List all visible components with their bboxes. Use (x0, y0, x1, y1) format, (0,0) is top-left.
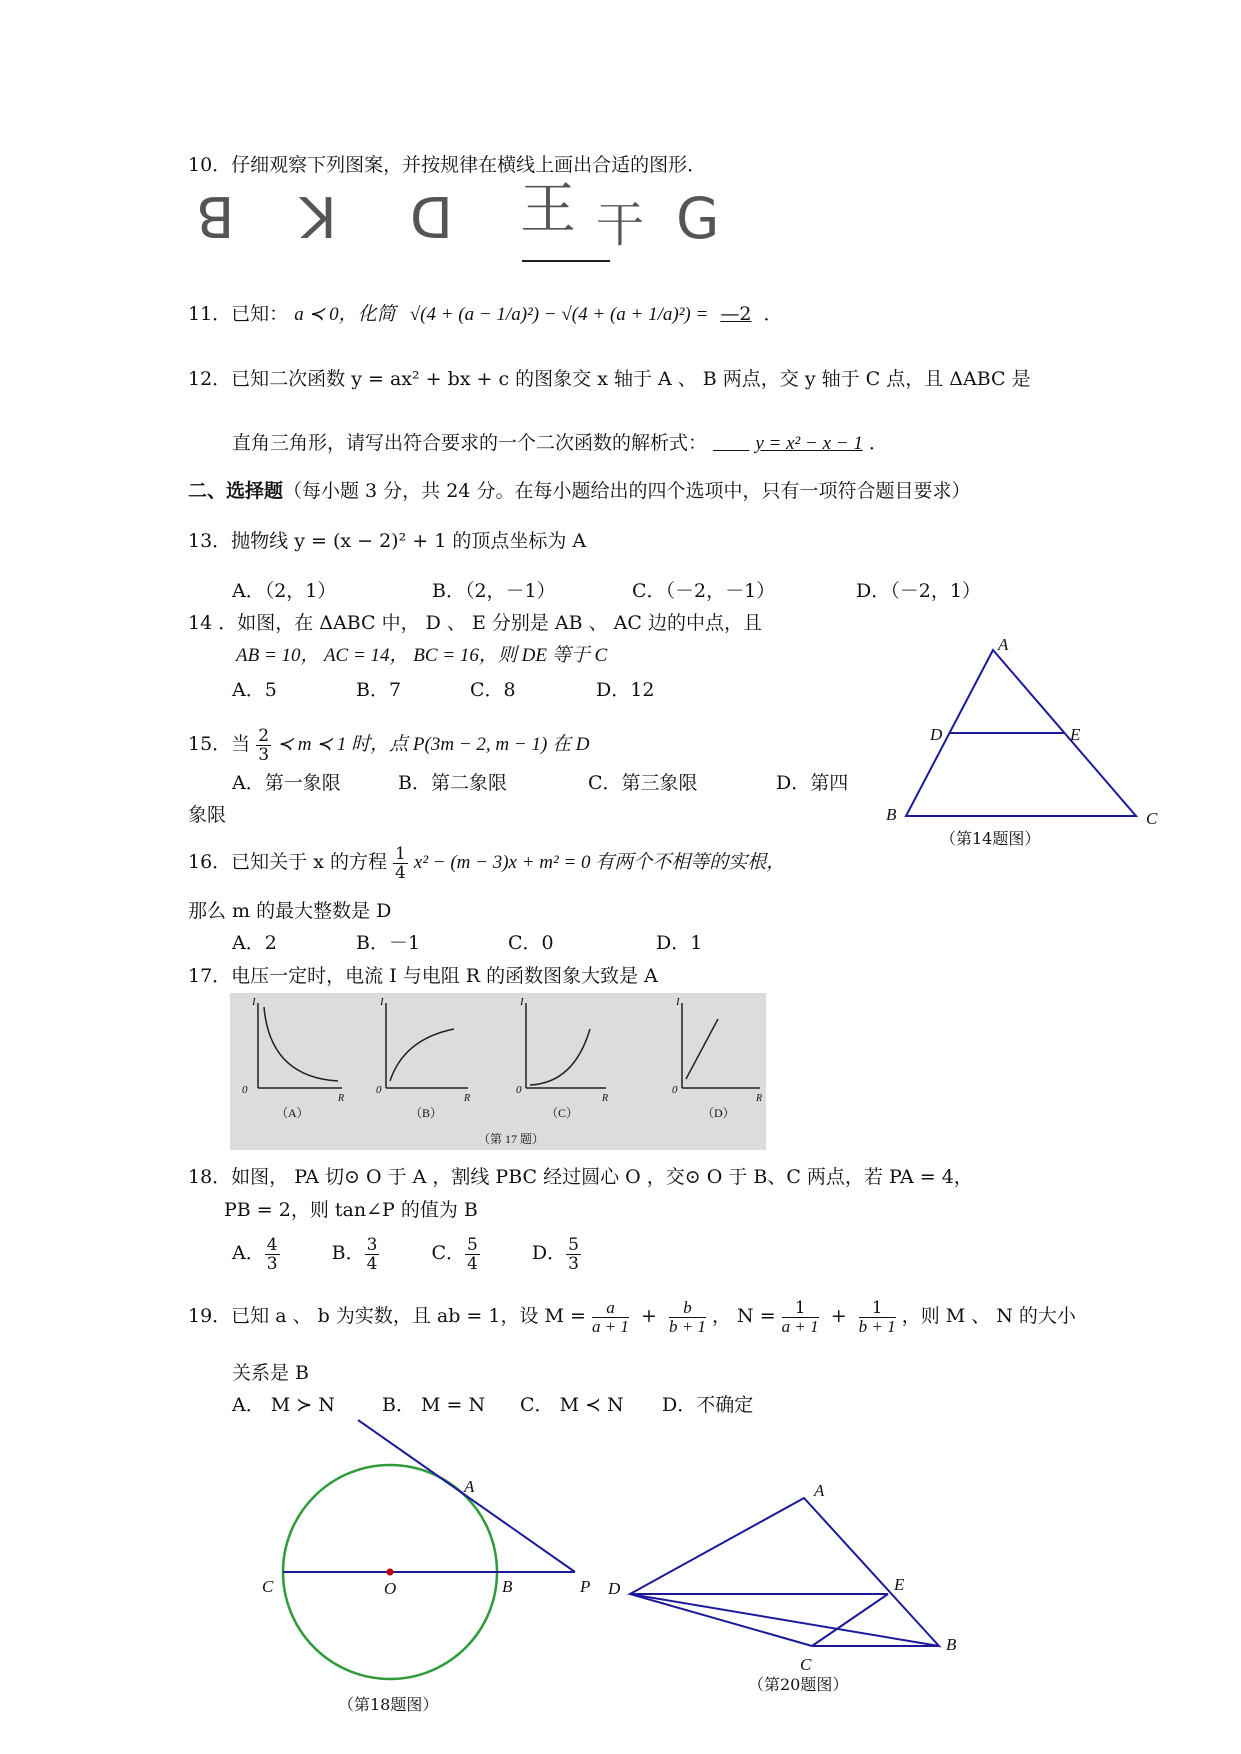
q15-option-b: B．第二象限 (398, 772, 507, 794)
graph-d-axis-r: R (756, 1093, 763, 1104)
q15-frac-num: 2 (258, 725, 270, 746)
label-e: E (894, 1575, 905, 1594)
q17-graphs (230, 993, 766, 1150)
q11-prefix: 11．已知： (188, 303, 289, 325)
q19-option-c: C． M ≺ N (520, 1394, 624, 1416)
q13-option-a: A．（2，1） (232, 580, 337, 602)
graph-d-axis-i: I (676, 996, 680, 1008)
q18-options (232, 1228, 581, 1278)
q14-line1: 14 ．如图，在 ΔABC 中， D 、 E 分别是 AB 、 AC 边的中点，且 (188, 612, 762, 634)
q19-m-term2: $\frac{b}{b + 1}$ (668, 1297, 706, 1336)
graph-b-origin: 0 (376, 1084, 382, 1096)
q19-line2: 关系是 B (232, 1362, 310, 1384)
q19-n-term2: $\frac{1}{b + 1}$ (858, 1297, 896, 1336)
pattern-6: ꓖ (676, 187, 716, 252)
section2-title: 二、选择题 (188, 480, 284, 502)
graph-b-label: （B） (410, 1106, 443, 1120)
q13-option-d: D．（－2，1） (856, 580, 981, 602)
label-b: B (886, 805, 897, 824)
q18-circle-figure (250, 1420, 610, 1700)
pattern-3: ꓷ (410, 187, 449, 252)
q16-frac-num: 1 (395, 843, 406, 864)
pattern-answer: 王 (520, 177, 572, 242)
label-d: D (608, 1579, 621, 1598)
answer-blank-line (522, 260, 610, 262)
label-c: C (800, 1655, 812, 1674)
label-e: E (1070, 725, 1081, 744)
graph-b-axis-i: I (380, 996, 384, 1008)
pattern-5: 干 (596, 197, 641, 253)
q16-option-d: D．1 (656, 932, 703, 954)
q12-line2 (232, 430, 888, 457)
q18-line2: PB = 2，则 tan∠P 的值为 B (224, 1199, 478, 1221)
q15-prefix: 15．当 (188, 733, 251, 755)
triangle-dab (630, 1498, 939, 1646)
q18-option-a: A． $\frac{4}{3}$ (232, 1234, 278, 1274)
q19-n-term1: $\frac{1}{a + 1}$ (781, 1297, 819, 1336)
q14-line2: AB = 10， AC = 14， BC = 16，则 DE 等于 C (236, 645, 608, 666)
label-a: A (998, 635, 1009, 654)
graph-c-label: （C） (546, 1106, 579, 1120)
q12-line1: 12．已知二次函数 y = ax² + bx + c 的图象交 x 轴于 A 、 B 两点，交 y 轴于 C 点，且 ΔABC 是 (188, 368, 1031, 390)
q19-option-d: D．不确定 (662, 1394, 754, 1416)
q18-option-b: B． $\frac{3}{4}$ (331, 1234, 378, 1274)
graph-d-origin: 0 (672, 1084, 678, 1096)
q14-figure-caption: （第14题图） (940, 829, 1041, 848)
section2-heading (188, 478, 970, 504)
q17-caption: （第 17 题） (478, 1132, 545, 1146)
q16-fraction (393, 845, 408, 882)
q16-prefix: 16．已知关于 x 的方程 (188, 851, 387, 873)
q18-option-d: D． $\frac{5}{3}$ (531, 1234, 579, 1274)
q14-triangle-figure (880, 635, 1160, 840)
graph-d-label: （D） (702, 1106, 735, 1120)
q10-stem: 10．仔细观察下列图案，并按规律在横线上画出合适的图形． (188, 154, 707, 176)
q19-m-term1: $\frac{a}{a + 1}$ (591, 1297, 629, 1336)
label-c: C (1146, 809, 1158, 828)
graph-c-axis-i: I (520, 996, 524, 1008)
label-c: C (262, 1577, 274, 1596)
q14-option-b: B．7 (356, 679, 402, 701)
q19-suffix: ，则 M 、 N 的大小 (901, 1305, 1076, 1327)
graph-c-origin: 0 (516, 1084, 522, 1096)
graph-a (258, 1003, 342, 1088)
q15-option-a: A．第一象限 (232, 772, 341, 794)
q11-answer: —2 (720, 303, 752, 325)
q19-prefix: 19．已知 a 、 b 为实数，且 ab = 1，设 M = (188, 1305, 586, 1327)
q11-end: ． (763, 303, 783, 325)
q15-frac-den: 3 (258, 744, 270, 765)
q12-prompt: 直角三角形，请写出符合要求的一个二次函数的解析式： (232, 432, 708, 454)
label-d: D (930, 725, 943, 744)
q15-suffix: ≺ m ≺ 1 时，点 P(3m − 2, m − 1) 在 D (277, 734, 590, 755)
label-p: P (580, 1577, 591, 1596)
label-o: O (384, 1579, 397, 1598)
q15-stem (188, 720, 590, 769)
graph-b-axis-r: R (464, 1093, 471, 1104)
pattern-2: ꓘ (300, 187, 333, 252)
q13-stem: 13．抛物线 y = (x − 2)² + 1 的顶点坐标为 A (188, 530, 587, 552)
q16-line2: 那么 m 的最大整数是 D (188, 900, 392, 922)
q11-line (188, 301, 783, 328)
graph-a-axis-r: R (338, 1093, 345, 1104)
label-a: A (814, 1481, 825, 1500)
tangent-pa (358, 1420, 575, 1572)
q19-line1: 19．已知 a 、 b 为实数，且 ab = 1，设 M = $\frac{a}{a + 1}$ + $\frac{b}{b + 1}$ ， N = $\frac{1}{a + 1}$ + $\frac{1}{b + 1}$ ，则 M 、 N 的大小 (188, 1297, 1076, 1336)
q17-stem: 17．电压一定时，电流 I 与电阻 R 的函数图象大致是 A (188, 965, 658, 987)
q15-option-c: C．第三象限 (588, 772, 698, 794)
label-b: B (946, 1635, 957, 1654)
graph-c-axis-r: R (602, 1093, 609, 1104)
graph-a-origin: 0 (242, 1084, 248, 1096)
q13-option-c: C．（－2，－1） (632, 580, 776, 602)
q14-option-c: C．8 (470, 679, 516, 701)
q11-expression: √(4 + (a − 1/a)²) − √(4 + (a + 1/a)²) = (409, 304, 709, 325)
section2-note: （每小题 3 分，共 24 分。在每小题给出的四个选项中，只有一项符合题目要求） (283, 480, 971, 502)
q15-option-d: D．第四 (776, 772, 849, 794)
graph-a-label: （A） (276, 1106, 309, 1120)
q18-figure-caption: （第18题图） (338, 1695, 439, 1714)
graph-d (682, 1003, 760, 1088)
q16-option-c: C．0 (508, 932, 554, 954)
q16-frac-den: 4 (395, 862, 406, 883)
q14-option-a: A．5 (232, 679, 277, 701)
graph-c (526, 1003, 606, 1088)
q14-option-d: D．12 (596, 679, 655, 701)
q20-figure-caption: （第20题图） (748, 1675, 849, 1694)
q20-figure (600, 1480, 960, 1674)
q11-condition: a ≺ 0，化简 (294, 304, 396, 325)
q19-n-label: ， N = (711, 1305, 776, 1327)
q15-option-d-wrap: 象限 (188, 804, 227, 826)
center-dot (387, 1569, 394, 1576)
q16-option-b: B．－1 (356, 932, 421, 954)
q19-option-b: B． M = N (382, 1394, 486, 1416)
q12-answer: y = x² − x − 1 (755, 433, 863, 454)
q12-end: ． (868, 432, 888, 454)
q18-option-c: C． $\frac{5}{4}$ (431, 1234, 478, 1274)
q18-line1: 18．如图， PA 切⊙ O 于 A ，割线 PBC 经过圆心 O ，交⊙ O 于 B、C 两点，若 PA = 4， (188, 1166, 973, 1188)
q13-option-b: B．（2，－1） (432, 580, 556, 602)
q16-suffix: x² − (m − 3)x + m² = 0 有两个不相等的实根， (413, 852, 786, 873)
graph-a-axis-i: I (252, 996, 256, 1008)
label-a: A (464, 1477, 475, 1496)
segment-ce (812, 1594, 888, 1646)
q19-option-a: A． M ≻ N (232, 1394, 335, 1416)
pattern-1: ꓭ (196, 187, 231, 252)
q15-fraction (256, 727, 271, 764)
q16-stem (188, 838, 785, 887)
label-b: B (502, 1577, 513, 1596)
q16-option-a: A．2 (232, 932, 277, 954)
graph-b (386, 1003, 468, 1088)
